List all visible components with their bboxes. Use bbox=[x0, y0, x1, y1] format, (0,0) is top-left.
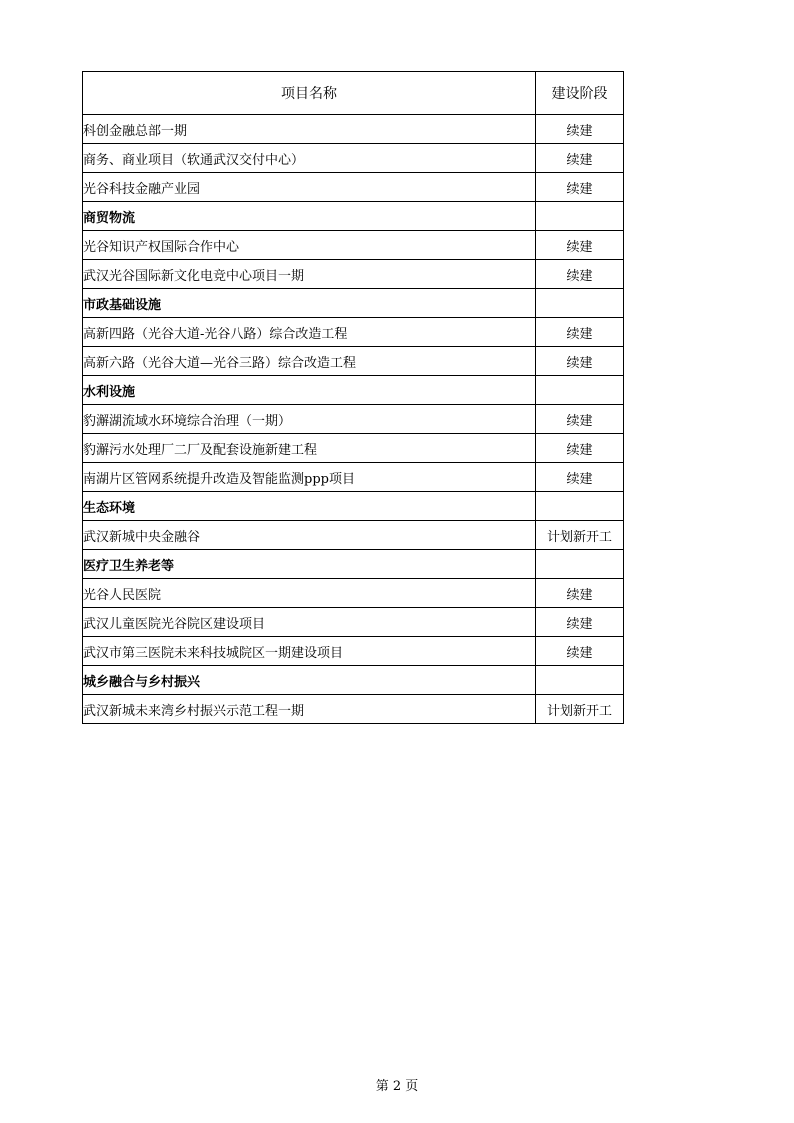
construction-stage-cell: 续建 bbox=[536, 637, 624, 666]
project-name-cell: 武汉市第三医院未来科技城院区一期建设项目 bbox=[83, 637, 536, 666]
table-row bbox=[83, 521, 624, 550]
construction-stage-cell: 续建 bbox=[536, 144, 624, 173]
construction-stage-cell: 计划新开工 bbox=[536, 695, 624, 724]
category-name: 市政基础设施 bbox=[83, 289, 536, 318]
project-name-cell: 光谷人民医院 bbox=[83, 579, 536, 608]
table-row bbox=[83, 463, 624, 492]
project-name-cell: 武汉新城中央金融谷 bbox=[83, 521, 536, 550]
category-row bbox=[83, 202, 624, 231]
header-project-name: 项目名称 bbox=[83, 72, 536, 115]
table-row bbox=[83, 405, 624, 434]
project-name-cell: 豹澥湖流域水环境综合治理（一期） bbox=[83, 405, 536, 434]
construction-stage-cell: 续建 bbox=[536, 260, 624, 289]
category-name: 城乡融合与乡村振兴 bbox=[83, 666, 536, 695]
table-row bbox=[83, 260, 624, 289]
table-row bbox=[83, 115, 624, 144]
project-name-cell: 武汉儿童医院光谷院区建设项目 bbox=[83, 608, 536, 637]
project-name-cell: 武汉光谷国际新文化电竞中心项目一期 bbox=[83, 260, 536, 289]
project-name-cell: 高新六路（光谷大道—光谷三路）综合改造工程 bbox=[83, 347, 536, 376]
construction-stage-cell: 续建 bbox=[536, 434, 624, 463]
project-name-cell: 商务、商业项目（软通武汉交付中心） bbox=[83, 144, 536, 173]
construction-stage-cell: 续建 bbox=[536, 405, 624, 434]
category-name: 水利设施 bbox=[83, 376, 536, 405]
project-name-cell: 武汉新城未来湾乡村振兴示范工程一期 bbox=[83, 695, 536, 724]
construction-stage-cell: 续建 bbox=[536, 608, 624, 637]
table-row bbox=[83, 434, 624, 463]
construction-stage-cell: 计划新开工 bbox=[536, 521, 624, 550]
construction-stage-cell: 续建 bbox=[536, 231, 624, 260]
category-row bbox=[83, 550, 624, 579]
project-name-cell: 南湖片区管网系统提升改造及智能监测ppp项目 bbox=[83, 463, 536, 492]
table-row bbox=[83, 318, 624, 347]
construction-stage-cell bbox=[536, 666, 624, 695]
construction-stage-cell: 续建 bbox=[536, 173, 624, 202]
project-name-cell: 高新四路（光谷大道-光谷八路）综合改造工程 bbox=[83, 318, 536, 347]
category-row bbox=[83, 376, 624, 405]
table-row bbox=[83, 579, 624, 608]
category-row bbox=[83, 666, 624, 695]
construction-stage-cell bbox=[536, 376, 624, 405]
table-row bbox=[83, 347, 624, 376]
category-name: 商贸物流 bbox=[83, 202, 536, 231]
table-header-row bbox=[83, 72, 624, 115]
construction-stage-cell bbox=[536, 492, 624, 521]
construction-stage-cell bbox=[536, 202, 624, 231]
construction-stage-cell bbox=[536, 550, 624, 579]
project-name-cell: 豹澥污水处理厂二厂及配套设施新建工程 bbox=[83, 434, 536, 463]
construction-stage-cell: 续建 bbox=[536, 347, 624, 376]
construction-stage-cell: 续建 bbox=[536, 579, 624, 608]
construction-stage-cell: 续建 bbox=[536, 318, 624, 347]
project-name-cell: 光谷科技金融产业园 bbox=[83, 173, 536, 202]
category-name: 生态环境 bbox=[83, 492, 536, 521]
table-row bbox=[83, 608, 624, 637]
category-row bbox=[83, 289, 624, 318]
category-row bbox=[83, 492, 624, 521]
project-name-cell: 光谷知识产权国际合作中心 bbox=[83, 231, 536, 260]
page-number: 第 2 页 bbox=[375, 1079, 419, 1094]
category-name: 医疗卫生养老等 bbox=[83, 550, 536, 579]
project-table bbox=[82, 71, 624, 724]
construction-stage-cell: 续建 bbox=[536, 463, 624, 492]
table-row bbox=[83, 173, 624, 202]
project-name-cell: 科创金融总部一期 bbox=[83, 115, 536, 144]
table-row bbox=[83, 144, 624, 173]
construction-stage-cell bbox=[536, 289, 624, 318]
table-row bbox=[83, 695, 624, 724]
table-row bbox=[83, 231, 624, 260]
construction-stage-cell: 续建 bbox=[536, 115, 624, 144]
header-construction-stage: 建设阶段 bbox=[536, 72, 624, 115]
table-row bbox=[83, 637, 624, 666]
